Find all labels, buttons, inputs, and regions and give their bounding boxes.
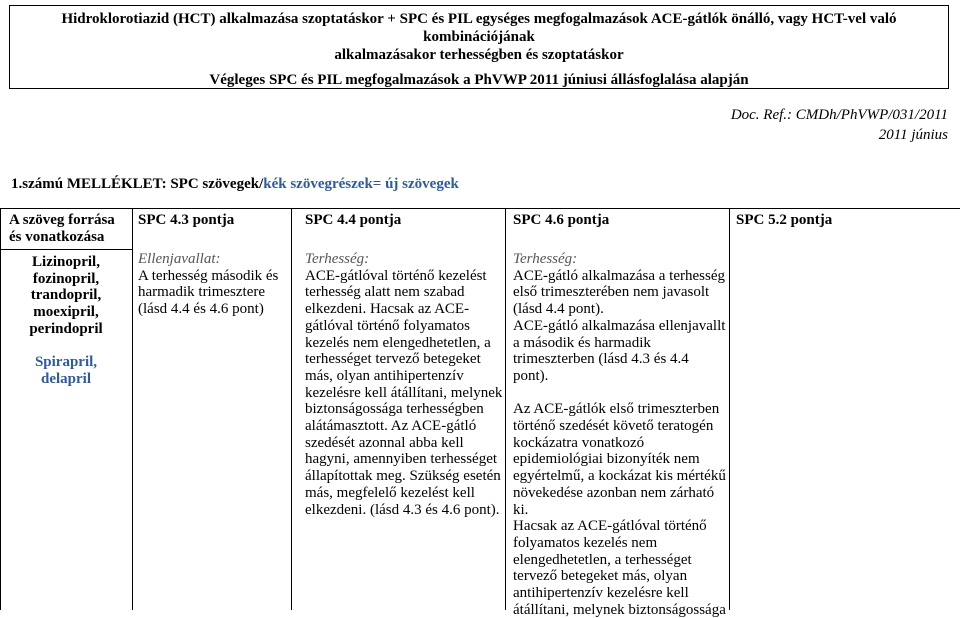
title-line-1: Hidroklorotiazid (HCT) alkalmazása szoptatáskor + SPC és PIL egységes megfogalmazások ACE-gátlók önálló, vagy HCT-vel való kombinációjának bbox=[61, 11, 897, 45]
document-subtitle: Végleges SPC és PIL megfogalmazások a PhVWP 2011 júniusi állásfoglalása alapján bbox=[209, 72, 749, 88]
doc-ref-date: 2011 június bbox=[878, 127, 948, 143]
spc-table bbox=[0, 208, 960, 618]
table-left-border bbox=[0, 208, 1, 610]
drug-item: moexipril, bbox=[33, 304, 99, 321]
col-divider-1 bbox=[132, 208, 133, 610]
drug-item-new: delapril bbox=[40, 370, 91, 387]
pregnancy-label: Terhesség: bbox=[305, 251, 370, 267]
text-line: első trimeszterében nem javasolt bbox=[513, 284, 710, 301]
text-line: egyértelmű, a kockázat kis mértékű bbox=[513, 468, 726, 485]
text-line: pont). bbox=[513, 367, 549, 384]
pregnancy-label: Terhesség: bbox=[513, 251, 578, 267]
header-source bbox=[9, 212, 129, 245]
text-line: tervező betegeket más, olyan bbox=[513, 568, 688, 585]
col-divider-2 bbox=[291, 208, 292, 610]
header-spc-4-6: SPC 4.6 pontja bbox=[513, 212, 610, 228]
drug-list bbox=[2, 254, 130, 388]
drug-item: trandopril, bbox=[30, 287, 102, 304]
text-line: antihipertenzív kezelésre kell bbox=[513, 585, 689, 602]
doc-reference bbox=[731, 105, 948, 145]
text-line: folyamatos kezelés nem bbox=[513, 534, 658, 551]
annex-blue-note: kék szövegrészek= új szövegek bbox=[263, 176, 459, 192]
text-line: kezelés nem elengedhetetlen, a bbox=[305, 334, 491, 351]
doc-ref-number: Doc. Ref.: CMDh/PhVWP/031/2011 bbox=[730, 107, 948, 123]
text-line: növekedése azonban nem zárható ki. bbox=[513, 484, 715, 518]
title-box bbox=[9, 5, 949, 89]
document-title bbox=[10, 10, 948, 64]
spc-4-6-content bbox=[513, 251, 727, 618]
text-line: kezelésre kell átállítani, melynek bbox=[305, 384, 503, 401]
col-divider-4 bbox=[729, 208, 730, 610]
text-line: átállítani, melynek biztonságossága bbox=[513, 601, 726, 618]
header-spc-4-3: SPC 4.3 pontja bbox=[138, 212, 235, 228]
title-line-2: alkalmazásakor terhességben és szoptatáskor bbox=[334, 47, 624, 63]
text-line: Az ACE-gátlók első trimeszterben bbox=[513, 401, 720, 418]
spc-4-3-content bbox=[138, 251, 288, 318]
header-source-line-2: és vonatkozása bbox=[9, 228, 105, 245]
text-line: terhességet tervező betegeket bbox=[305, 351, 481, 368]
text-line: más, olyan antihipertenzív bbox=[305, 367, 464, 384]
text-line: trimeszterben (lásd 4.3 és 4.4 bbox=[513, 351, 689, 368]
drug-item: fozinopril, bbox=[32, 270, 100, 287]
text-line: a második és harmadik bbox=[513, 334, 651, 351]
spc-4-4-content bbox=[305, 251, 503, 518]
table-top-border bbox=[0, 208, 960, 209]
text-line: elkezdeni. (lásd 4.3 és 4.6 pont). bbox=[305, 501, 500, 518]
text-line: terhesség alatt nem szabad bbox=[305, 284, 465, 301]
text-line: biztonságossága terhességben bbox=[305, 401, 484, 418]
text-line: Hacsak az ACE-gátlóval történő bbox=[513, 518, 707, 535]
col-divider-3 bbox=[505, 208, 506, 610]
drug-item-new: Spirapril, bbox=[34, 354, 98, 371]
text-line: kockázatra vonatkozó bbox=[513, 434, 645, 451]
text-line: harmadik trimesztere bbox=[138, 284, 266, 301]
text-line: történő szedését követő teratogén bbox=[513, 418, 714, 435]
text-line: ACE-gátló alkalmazása ellenjavallt bbox=[513, 317, 726, 334]
text-line: alátámasztott. Az ACE-gátló bbox=[305, 418, 477, 435]
header-source-line-1: A szöveg forrása bbox=[9, 212, 115, 228]
text-line: (lásd 4.4 pont). bbox=[513, 301, 604, 318]
text-line: hagyni, amennyiben terhességet bbox=[305, 451, 498, 468]
drug-item: Lizinopril, bbox=[32, 254, 100, 270]
text-line: állapítottak meg. Szükség esetén bbox=[305, 468, 501, 485]
header-spc-4-4: SPC 4.4 pontja bbox=[305, 212, 402, 228]
annex-prefix: 1.számú MELLÉKLET: SPC szövegek/ bbox=[11, 176, 264, 192]
text-line: (lásd 4.4 és 4.6 pont) bbox=[138, 301, 264, 318]
text-line: ACE-gátló alkalmazása a terhesség bbox=[513, 267, 725, 284]
header-row-divider bbox=[0, 249, 132, 250]
text-line: szedését azonnal abba kell bbox=[305, 434, 464, 451]
text-line: elengedhetetlen, a terhességet bbox=[513, 551, 692, 568]
text-line: epidemiológiai bizonyíték nem bbox=[513, 451, 700, 468]
text-line: A terhesség második és bbox=[138, 267, 279, 284]
text-line: elkezdeni. Hacsak az ACE- bbox=[305, 301, 470, 318]
header-spc-5-2: SPC 5.2 pontja bbox=[736, 212, 833, 228]
text-line: más, megfelelő kezelést kell bbox=[305, 484, 475, 501]
contraindication-label: Ellenjavallat: bbox=[138, 251, 221, 267]
text-line: gátlóval történő folyamatos bbox=[305, 317, 470, 334]
drug-item: perindopril bbox=[29, 320, 103, 337]
text-line: ACE-gátlóval történő kezelést bbox=[305, 267, 487, 284]
annex-heading bbox=[11, 176, 459, 193]
